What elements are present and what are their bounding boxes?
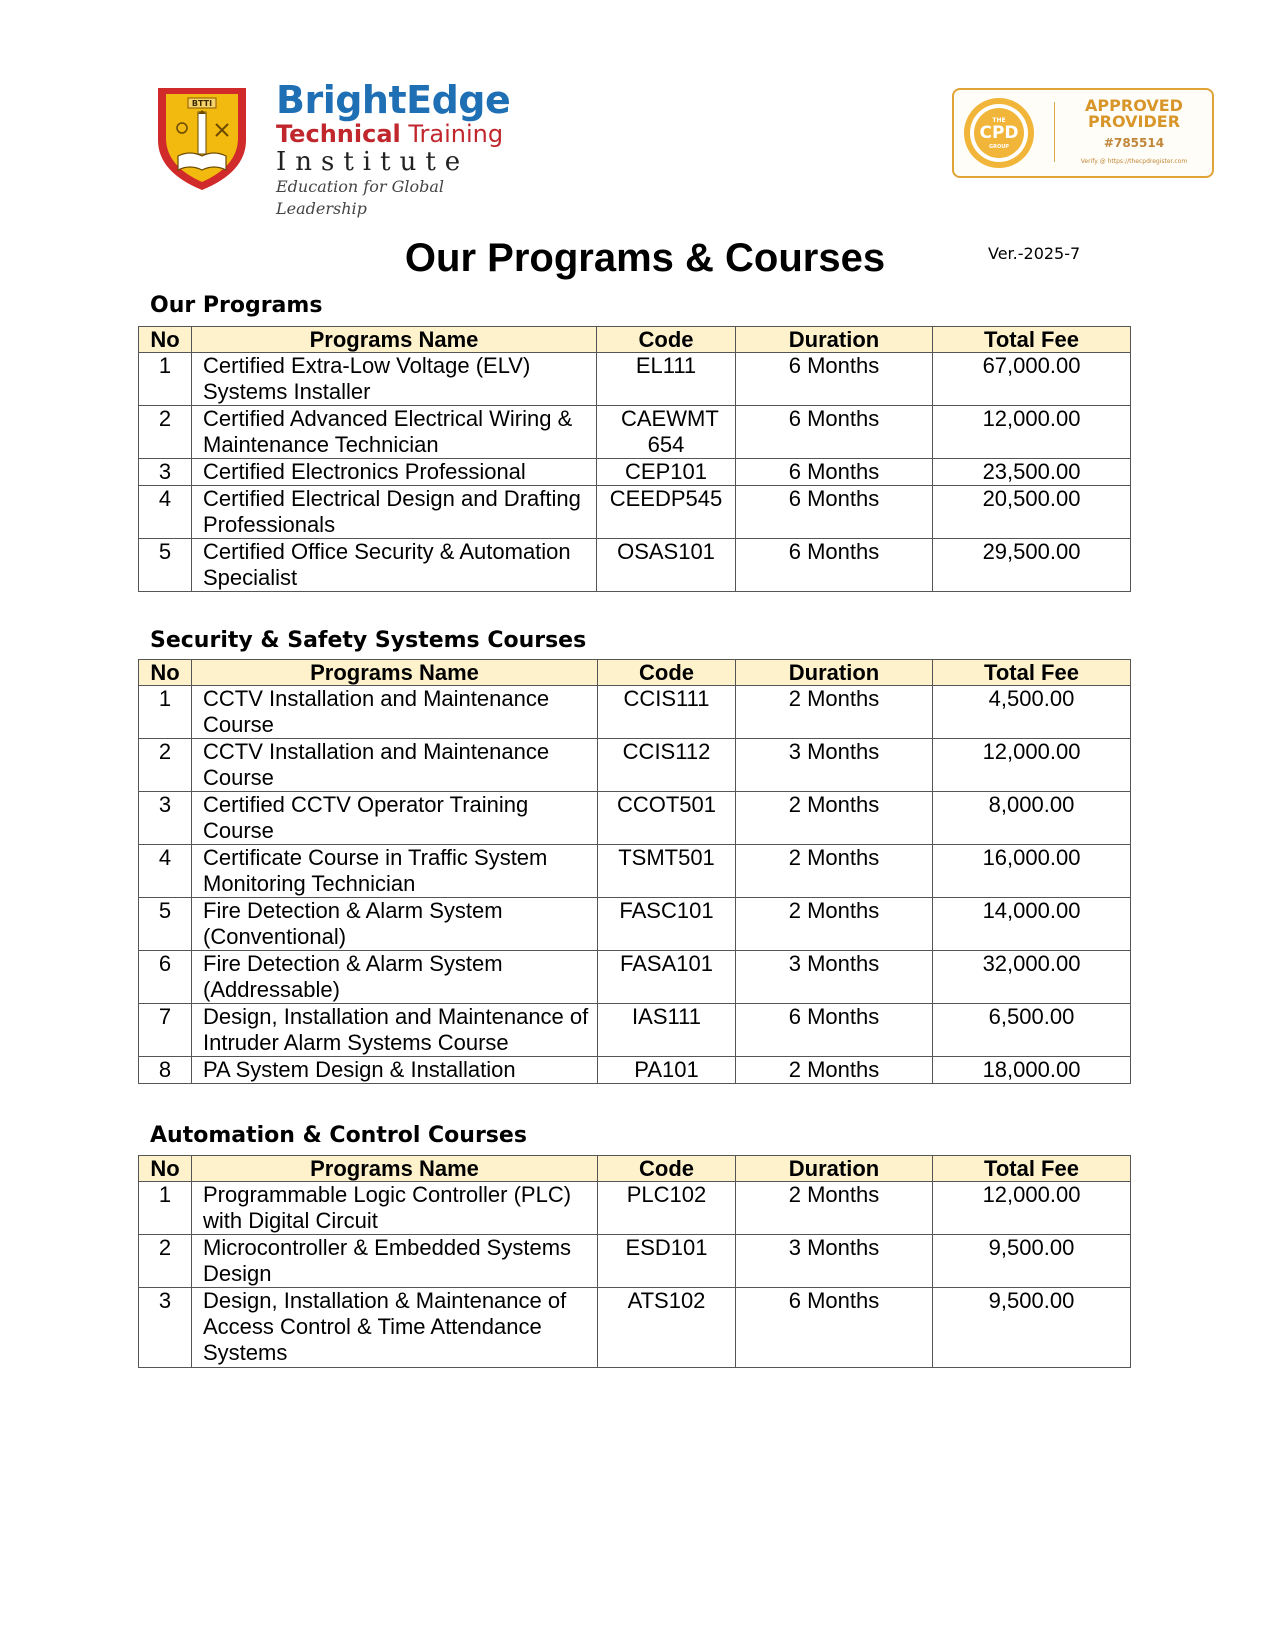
row-name: PA System Design & Installation [192,1057,598,1084]
row-code: ATS102 [598,1288,736,1368]
row-fee: 12,000.00 [933,1182,1131,1235]
row-no: 3 [139,792,192,845]
table-header-row [139,1156,1131,1182]
row-fee: 12,000.00 [933,406,1131,459]
cpd-seal-text: CPD [979,123,1019,143]
header-duration: Duration [736,327,933,353]
header-total-fee: Total Fee [933,1156,1131,1182]
row-name: Fire Detection & Alarm System (Conventional) [192,898,598,951]
table-header-row [139,660,1131,686]
row-no: 1 [139,686,192,739]
row-name: Certificate Course in Traffic System Monitoring Technician [192,845,598,898]
row-name: Certified Advanced Electrical Wiring & Maintenance Technician [192,406,597,459]
row-duration: 6 Months [736,539,933,592]
section-title-security-safety: Security & Safety Systems Courses [150,628,587,653]
header-code: Code [597,327,736,353]
cpd-divider [1054,102,1055,162]
table-row [139,539,1131,592]
row-code: PA101 [598,1057,736,1084]
header-code: Code [598,1156,736,1182]
row-duration: 2 Months [736,898,933,951]
row-name: CCTV Installation and Maintenance Course [192,686,598,739]
table-row [139,792,1131,845]
row-code: CEP101 [597,459,736,486]
header-no: No [139,327,192,353]
row-duration: 6 Months [736,486,933,539]
row-fee: 23,500.00 [933,459,1131,486]
row-duration: 2 Months [736,686,933,739]
row-duration: 3 Months [736,951,933,1004]
row-no: 6 [139,951,192,1004]
row-code: PLC102 [598,1182,736,1235]
row-name: Certified Electrical Design and Drafting Professionals [192,486,597,539]
row-code: CCIS111 [598,686,736,739]
row-no: 3 [139,459,192,486]
row-fee: 16,000.00 [933,845,1131,898]
row-no: 5 [139,898,192,951]
row-code: IAS111 [598,1004,736,1057]
row-fee: 12,000.00 [933,739,1131,792]
brand-tagline: Education for Global Leadership [276,177,445,218]
table-row [139,845,1131,898]
row-no: 4 [139,486,192,539]
row-fee: 32,000.00 [933,951,1131,1004]
cpd-approved-provider-badge [952,88,1214,178]
table-row [139,459,1131,486]
row-no: 2 [139,406,192,459]
header-programs-name: Programs Name [192,660,598,686]
cpd-approved-line2: PROVIDER [1087,112,1181,131]
table-row [139,898,1131,951]
section-title-automation-control: Automation & Control Courses [150,1123,527,1148]
row-code: CAEWMT 654 [597,406,736,459]
row-duration: 2 Months [736,1057,933,1084]
row-name: CCTV Installation and Maintenance Course [192,739,598,792]
section-title-our-programs: Our Programs [150,293,323,318]
row-duration: 6 Months [736,406,933,459]
header-no: No [139,660,192,686]
row-code: FASA101 [598,951,736,1004]
row-name: Programmable Logic Controller (PLC) with Digital Circuit [192,1182,598,1235]
row-duration: 3 Months [736,1235,933,1288]
row-no: 5 [139,539,192,592]
row-code: CCOT501 [598,792,736,845]
row-no: 7 [139,1004,192,1057]
table-security-safety-courses [138,659,1131,1084]
table-row [139,1182,1131,1235]
row-duration: 2 Months [736,792,933,845]
row-code: TSMT501 [598,845,736,898]
page-title: Our Programs & Courses [404,236,886,280]
row-duration: 6 Months [736,1004,933,1057]
table-our-programs [138,326,1131,592]
cpd-verify-link[interactable]: Verify @ https://thecpdregister.com [1080,158,1188,165]
brand-institute: Institute [276,147,470,177]
row-name: Microcontroller & Embedded Systems Design [192,1235,598,1288]
row-no: 2 [139,1235,192,1288]
cpd-provider-number: #785514 [1103,136,1165,150]
table-row [139,1235,1131,1288]
row-code: CEEDP545 [597,486,736,539]
cpd-seal-the: THE [992,117,1006,124]
header-total-fee: Total Fee [933,327,1131,353]
brand-technical: Technical [276,120,401,148]
row-duration: 2 Months [736,1182,933,1235]
row-name: Certified Electronics Professional [192,459,597,486]
header-duration: Duration [736,1156,933,1182]
cpd-seal-group: GROUP [989,144,1009,150]
brand-training: Training [408,120,504,148]
institute-crest-icon [148,80,256,192]
header-duration: Duration [736,660,933,686]
header-programs-name: Programs Name [192,327,597,353]
row-name: Design, Installation & Maintenance of Access Control & Time Attendance Systems [192,1288,598,1368]
header-total-fee: Total Fee [933,660,1131,686]
row-fee: 67,000.00 [933,353,1131,406]
table-row [139,951,1131,1004]
row-fee: 8,000.00 [933,792,1131,845]
row-fee: 18,000.00 [933,1057,1131,1084]
row-duration: 2 Months [736,845,933,898]
row-code: FASC101 [598,898,736,951]
row-no: 4 [139,845,192,898]
row-duration: 6 Months [736,1288,933,1368]
row-no: 8 [139,1057,192,1084]
table-row [139,406,1131,459]
table-header-row [139,327,1131,353]
table-row [139,686,1131,739]
table-automation-control-courses [138,1155,1131,1368]
brand-name: BrightEdge [276,78,511,122]
row-code: EL111 [597,353,736,406]
row-name: Fire Detection & Alarm System (Addressable) [192,951,598,1004]
row-name: Certified CCTV Operator Training Course [192,792,598,845]
table-row [139,1288,1131,1368]
version-label: Ver.-2025-7 [988,244,1081,263]
row-name: Design, Installation and Maintenance of Intruder Alarm Systems Course [192,1004,598,1057]
table-row [139,1057,1131,1084]
table-row [139,486,1131,539]
header-programs-name: Programs Name [192,1156,598,1182]
row-fee: 9,500.00 [933,1235,1131,1288]
cpd-approved-line1: APPROVED [1085,96,1183,115]
header-code: Code [598,660,736,686]
row-code: ESD101 [598,1235,736,1288]
row-fee: 20,500.00 [933,486,1131,539]
table-row [139,739,1131,792]
row-no: 3 [139,1288,192,1368]
row-duration: 6 Months [736,459,933,486]
crest-label: BTTI [191,99,213,108]
row-no: 1 [139,1182,192,1235]
table-row [139,353,1131,406]
row-fee: 9,500.00 [933,1288,1131,1368]
row-code: OSAS101 [597,539,736,592]
row-fee: 14,000.00 [933,898,1131,951]
row-name: Certified Extra-Low Voltage (ELV) Systems Installer [192,353,597,406]
cpd-seal-icon [962,96,1036,170]
row-duration: 3 Months [736,739,933,792]
row-no: 2 [139,739,192,792]
row-fee: 6,500.00 [933,1004,1131,1057]
row-code: CCIS112 [598,739,736,792]
row-fee: 29,500.00 [933,539,1131,592]
row-name: Certified Office Security & Automation Specialist [192,539,597,592]
institute-logo [148,78,528,218]
row-no: 1 [139,353,192,406]
table-row [139,1004,1131,1057]
row-duration: 6 Months [736,353,933,406]
header-no: No [139,1156,192,1182]
row-fee: 4,500.00 [933,686,1131,739]
